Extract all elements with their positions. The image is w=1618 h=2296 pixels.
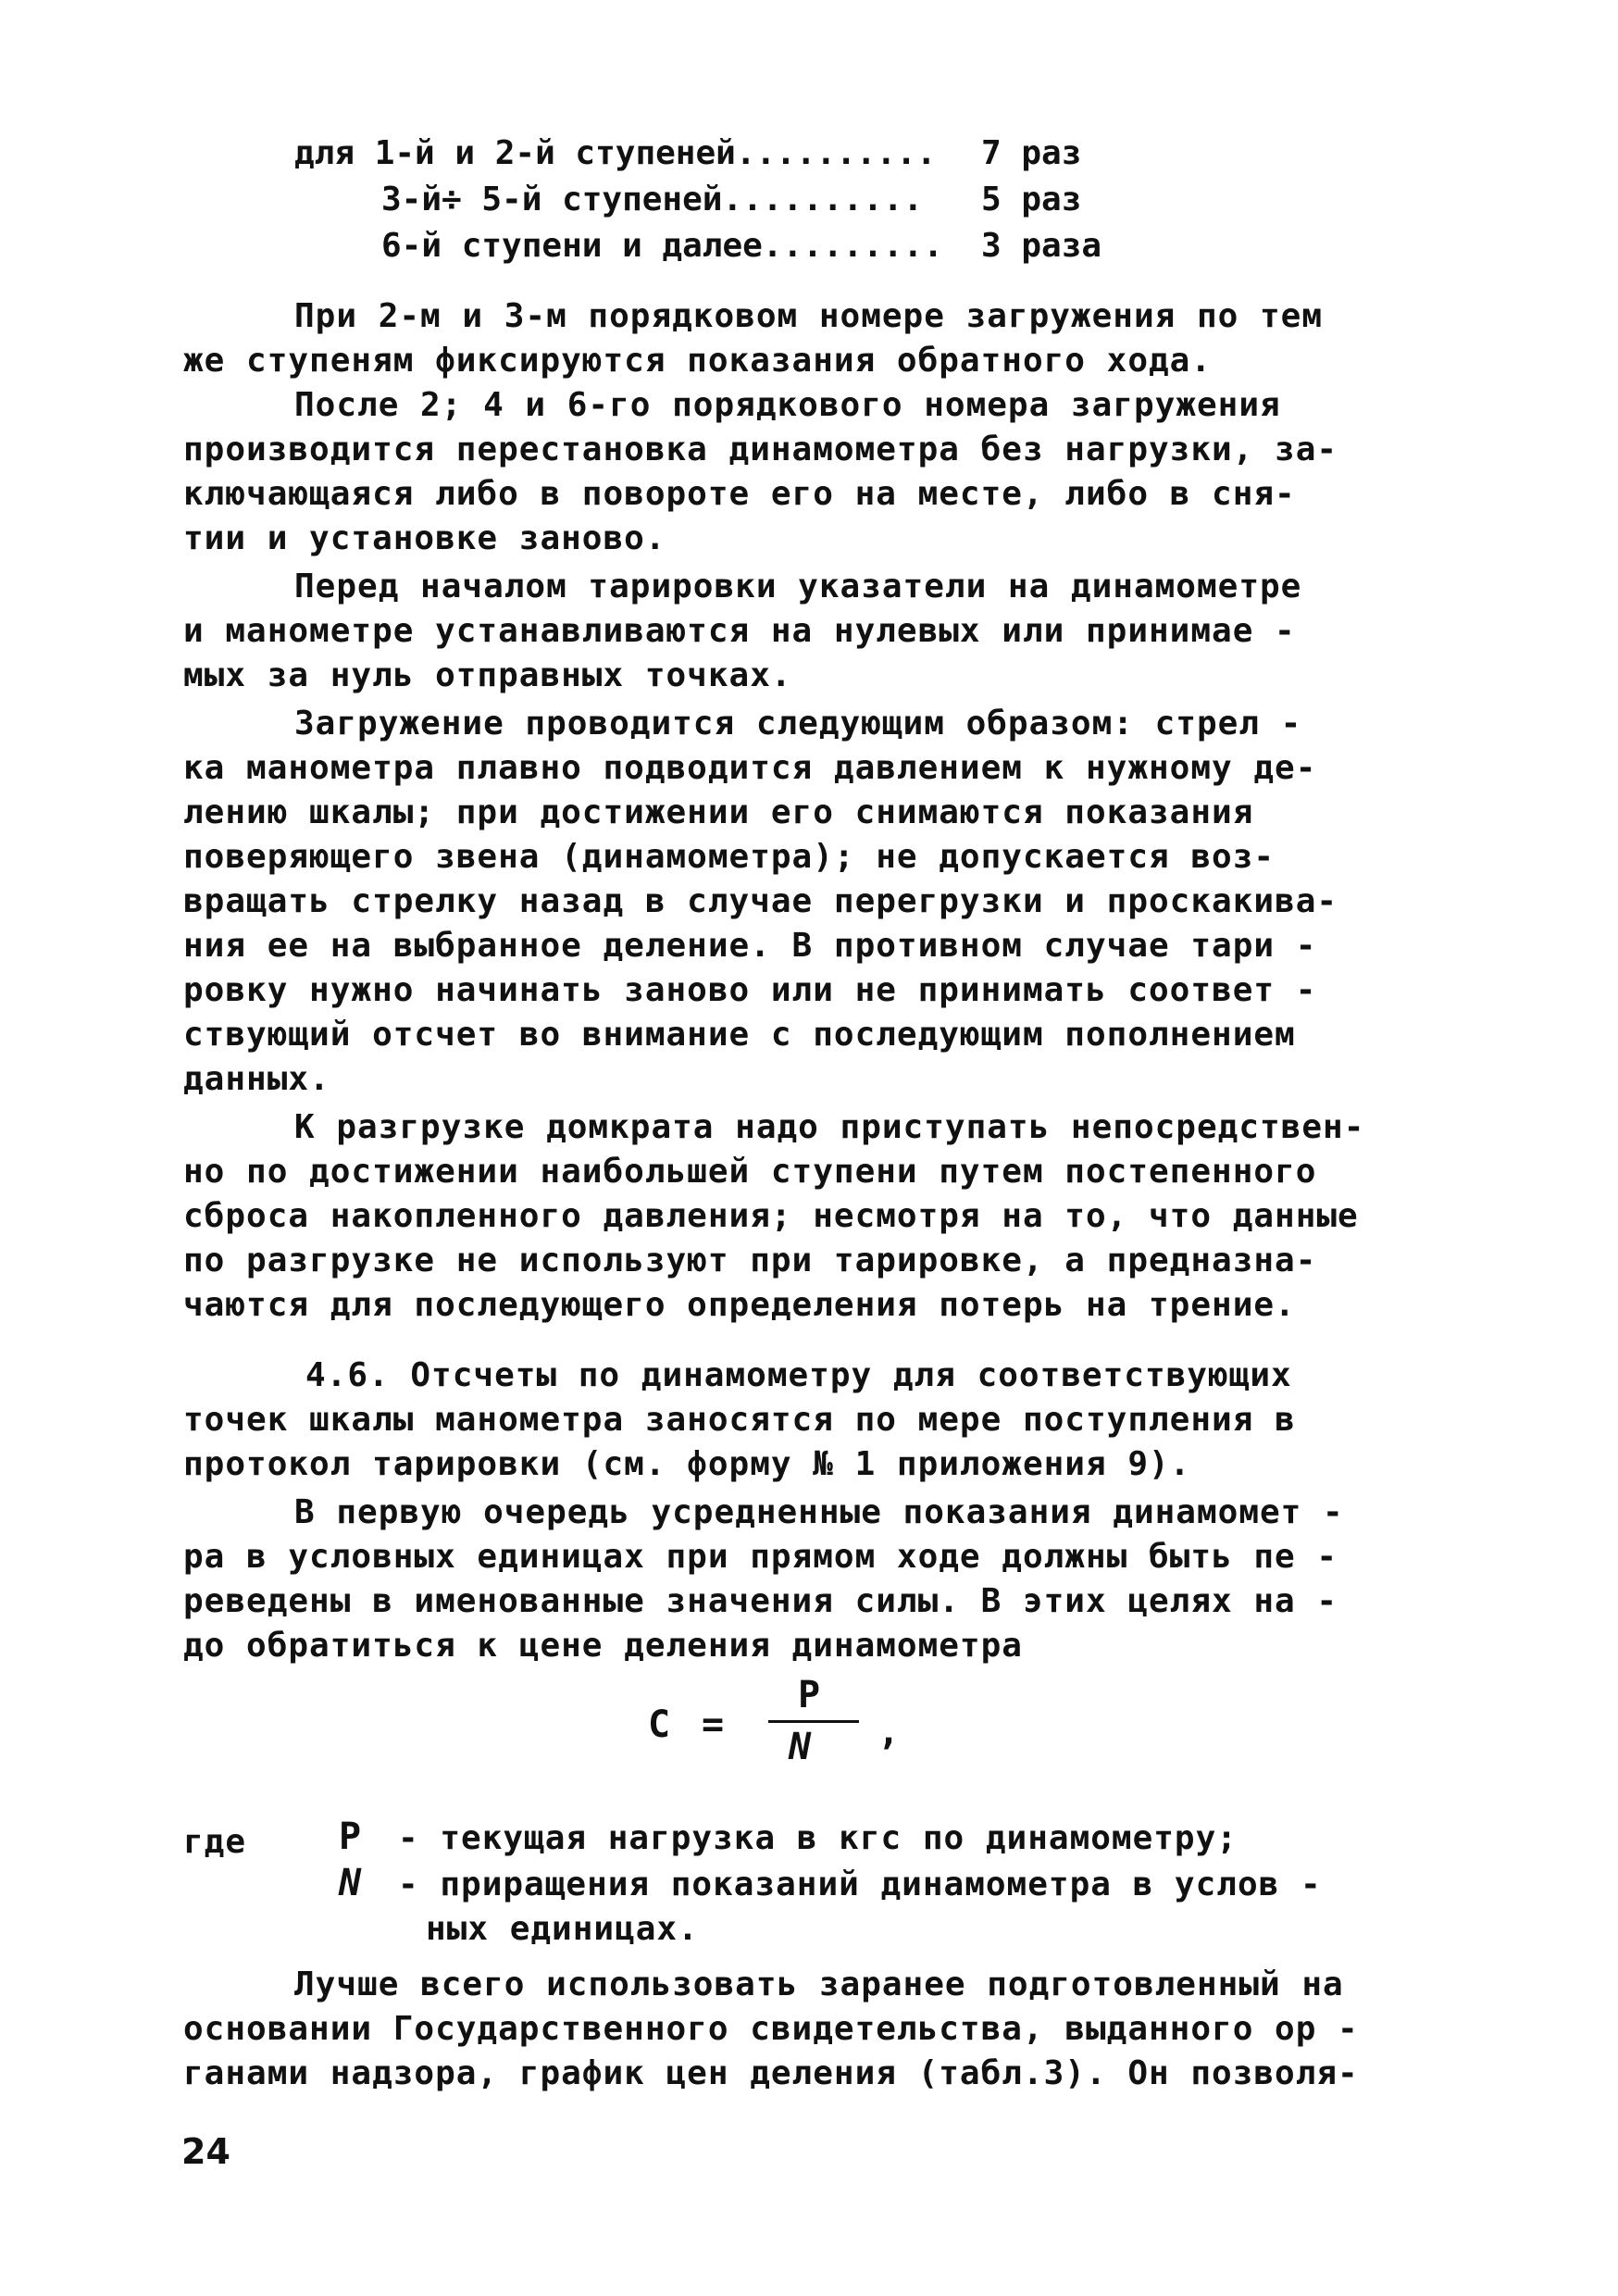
text-line: поверяющего звена (динамометра); не допускается воз- xyxy=(183,838,1276,876)
text-line: Загружение проводится следующим образом: стрел - xyxy=(294,705,1302,742)
text-line: ка манометра плавно подводится давлением к нужному де- xyxy=(183,749,1317,787)
formula-lhs: C xyxy=(648,1703,671,1746)
text-line: ра в условных единицах при прямом ходе должны быть пе - xyxy=(183,1538,1338,1576)
where-symbol: P xyxy=(339,1816,363,1858)
fraction-bar xyxy=(768,1720,859,1723)
text-line: по разгрузке не используют при тарировке, а предназна- xyxy=(183,1242,1317,1279)
formula-numerator: P xyxy=(798,1674,821,1716)
text-line: ния ее на выбранное деление. В противном случае тари - xyxy=(183,927,1317,965)
text-line: чаются для последующего определения потерь на трение. xyxy=(183,1286,1296,1324)
text-line: К разгрузке домкрата надо приступать непосредствен- xyxy=(294,1108,1365,1146)
section-line: 4.6. Отсчеты по динамометру для соответствующих xyxy=(305,1356,1292,1394)
where-text: - приращения показаний динамометра в услов - xyxy=(398,1866,1322,1903)
text-line: ровку нужно начинать заново или не принимать соответ - xyxy=(183,971,1317,1009)
text-line: В первую очередь усредненные показания динамомет - xyxy=(294,1493,1344,1531)
text-line: данных. xyxy=(183,1060,330,1098)
text-line: Лучше всего использовать заранее подготовленный на xyxy=(294,1965,1344,2003)
text-line: же ступеням фиксируются показания обратного хода. xyxy=(183,342,1213,380)
step-label: 3-й÷ 5-й ступеней.......... xyxy=(381,181,924,218)
text-line: протокол тарировки (см. форму № 1 приложения 9). xyxy=(183,1445,1191,1483)
formula-comma: , xyxy=(877,1711,901,1753)
text-line: мых за нуль отправных точках. xyxy=(183,656,792,694)
text-line: вращать стрелку назад в случае перегрузки и проскакива- xyxy=(183,882,1338,920)
text-line: основании Государственного свидетельства, выданного ор - xyxy=(183,2010,1359,2048)
text-line: точек шкалы манометра заносятся по мере поступления в xyxy=(183,1401,1296,1439)
where-word: где xyxy=(183,1823,247,1861)
where-symbol: N xyxy=(339,1862,363,1904)
text-line: сброса накопленного давления; несмотря на то, что данные xyxy=(183,1197,1359,1235)
where-text: - текущая нагрузка в кгс по динамометру; xyxy=(398,1819,1238,1857)
formula-denominator: N xyxy=(789,1726,812,1768)
text-line: ствующий отсчет во внимание с последующим пополнением xyxy=(183,1016,1296,1054)
page-number: 24 xyxy=(181,2131,230,2172)
where-text: ных единицах. xyxy=(426,1910,699,1948)
step-value: 5 раз xyxy=(981,181,1082,218)
formula-equals: = xyxy=(702,1703,725,1746)
text-line: тии и установке заново. xyxy=(183,519,666,557)
step-value: 7 раз xyxy=(981,134,1082,172)
text-line: производится перестановка динамометра без нагрузки, за- xyxy=(183,430,1338,468)
step-label: для 1-й и 2-й ступеней.......... xyxy=(294,134,937,172)
text-line: реведены в именованные значения силы. В этих целях на - xyxy=(183,1582,1338,1620)
text-line: но по достижении наибольшей ступени путем постепенного xyxy=(183,1153,1317,1191)
text-line: лению шкалы; при достижении его снимаются показания xyxy=(183,793,1254,831)
text-line: до обратиться к цене деления динамометра xyxy=(183,1627,1023,1665)
text-line: Перед началом тарировки указатели на динамометре xyxy=(294,568,1302,605)
text-line: После 2; 4 и 6-го порядкового номера загружения xyxy=(294,386,1281,424)
text-line: ключающаяся либо в повороте его на месте, либо в сня- xyxy=(183,475,1296,513)
text-line: ганами надзора, график цен деления (табл.3). Он позволя- xyxy=(183,2054,1359,2092)
text-line: и манометре устанавливаются на нулевых или принимае - xyxy=(183,612,1296,650)
text-line: При 2-м и 3-м порядковом номере загружения по тем xyxy=(294,297,1324,335)
step-label: 6-й ступени и далее......... xyxy=(381,227,943,265)
step-value: 3 раза xyxy=(981,227,1102,265)
